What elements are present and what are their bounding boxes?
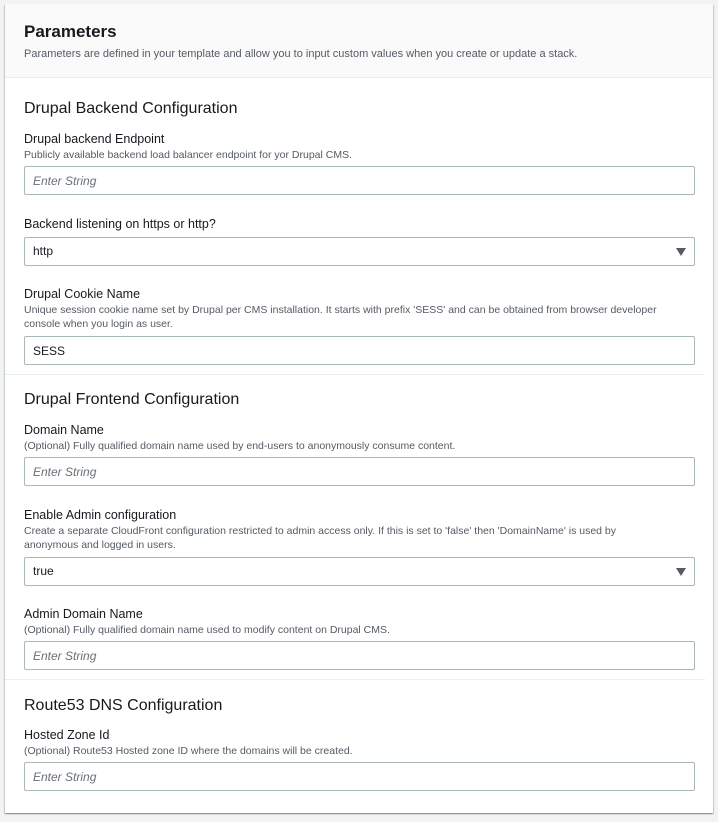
hosted-zone-input[interactable] (24, 762, 695, 791)
field-description-line: anonymous and logged in users. (24, 539, 176, 551)
field-description (24, 524, 695, 552)
field-label: Drupal backend Endpoint (24, 132, 165, 146)
route53-section-title: Route53 DNS Configuration (24, 697, 223, 714)
section-divider (5, 374, 705, 375)
drupal-cookie-field (24, 286, 695, 365)
field-description-line: console when you login as user. (24, 318, 173, 330)
domain-name-field (24, 422, 695, 486)
section-divider (5, 679, 705, 680)
field-description-line: Unique session cookie name set by Drupal per CMS installation. It starts with prefix 'SESS' and can be obtained from browser developer (24, 304, 657, 316)
backend-endpoint-input[interactable] (24, 166, 695, 195)
field-label: Drupal Cookie Name (24, 287, 141, 301)
panel-header (5, 4, 713, 78)
hosted-zone-field (24, 727, 695, 791)
admin-config-field (24, 507, 695, 586)
frontend-section-title: Drupal Frontend Configuration (24, 391, 240, 408)
chevron-down-icon (676, 568, 686, 576)
select-value: http (33, 244, 54, 258)
drupal-cookie-input[interactable] (24, 336, 695, 365)
field-label: Admin Domain Name (24, 607, 143, 621)
field-description: (Optional) Route53 Hosted zone ID where the domains will be created. (24, 745, 353, 757)
admin-domain-input[interactable] (24, 641, 695, 670)
select-value: true (33, 564, 54, 578)
route53-section (5, 696, 713, 716)
field-label: Enable Admin configuration (24, 508, 177, 522)
field-description-line: Create a separate CloudFront configuration restricted to admin access only. If this is set to 'false' then 'DomainName' is used by (24, 525, 617, 537)
domain-name-input[interactable] (24, 457, 695, 486)
admin-config-select[interactable] (24, 557, 695, 586)
frontend-section (5, 390, 713, 410)
field-label: Backend listening on https or http? (24, 217, 216, 231)
panel-description: Parameters are defined in your template and allow you to input custom values when you create or update a stack. (24, 48, 578, 60)
backend-endpoint-field (24, 131, 695, 195)
panel-title: Parameters (24, 22, 117, 41)
backend-protocol-select[interactable] (24, 237, 695, 266)
parameters-panel (5, 4, 713, 813)
field-description: (Optional) Fully qualified domain name used to modify content on Drupal CMS. (24, 624, 390, 636)
chevron-down-icon (676, 248, 686, 256)
field-description (24, 303, 695, 331)
backend-protocol-field (24, 216, 695, 266)
field-label: Domain Name (24, 423, 104, 437)
field-description: Publicly available backend load balancer endpoint for yor Drupal CMS. (24, 149, 353, 161)
backend-section (5, 99, 713, 119)
field-description: (Optional) Fully qualified domain name used by end-users to anonymously consume content. (24, 440, 456, 452)
backend-section-title: Drupal Backend Configuration (24, 100, 238, 117)
admin-domain-field (24, 606, 695, 670)
field-label: Hosted Zone Id (24, 728, 110, 742)
